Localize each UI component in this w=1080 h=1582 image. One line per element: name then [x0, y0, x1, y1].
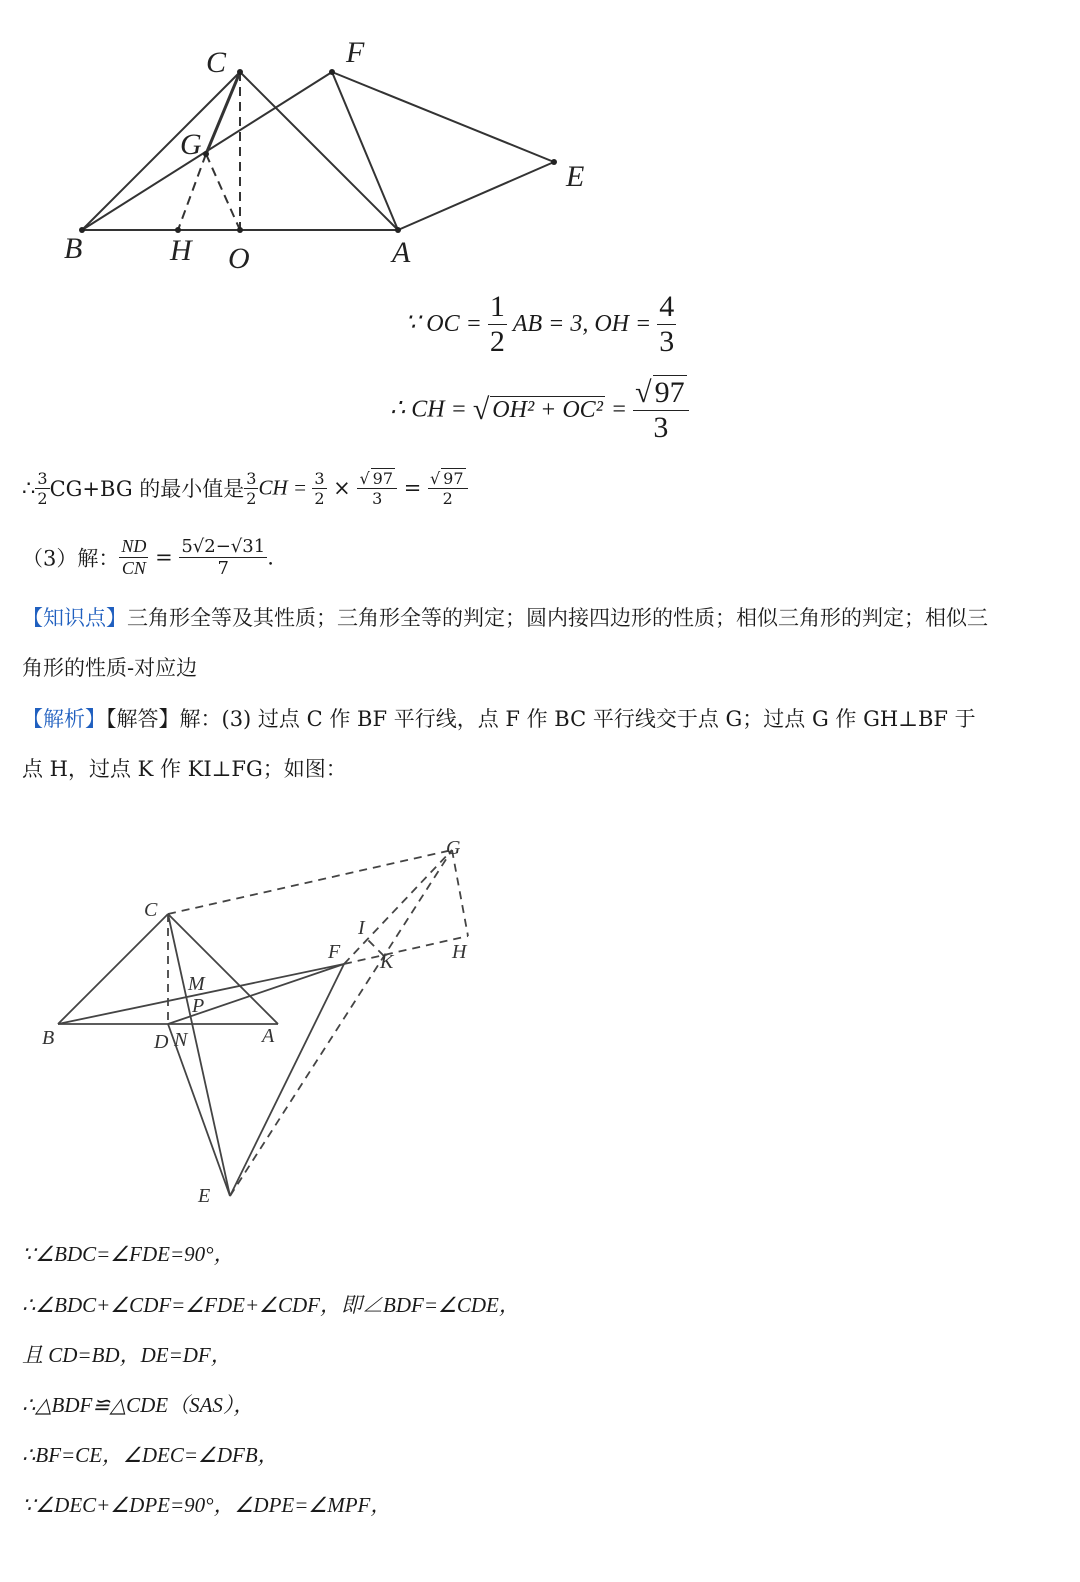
- segment-EA: [398, 162, 554, 230]
- label-H: H: [170, 234, 192, 267]
- line-minimum-value: ∴ $\frac{3}{2}$ CG+BG 的最小值是 $\frac{3}{2}$ CH = $\frac{3}{2}$ × $\frac{√ 97}{3}$ = $\frac{√ 97}{2}$: [22, 468, 468, 508]
- label-G: G: [180, 128, 202, 161]
- segment-CA: [240, 72, 398, 230]
- figure-1: [40, 30, 620, 280]
- label2-G: G: [446, 837, 461, 859]
- dashed-GH: [178, 154, 206, 230]
- label2-E: E: [198, 1185, 211, 1207]
- proof-line-3: 且 CD=BD，DE=DF，: [22, 1343, 232, 1367]
- label2-P: P: [192, 995, 205, 1017]
- proof-line-2: ∴∠BDC+∠CDF=∠FDE+∠CDF，即∠BDF=∠CDE，: [22, 1293, 520, 1317]
- label-O: O: [228, 242, 250, 275]
- label2-H: H: [452, 941, 467, 963]
- therefore-symbol: ∴: [390, 395, 406, 422]
- label-A: A: [392, 236, 411, 269]
- dashed-CG-2: [168, 850, 452, 914]
- formula-ch: ∴ CH = √ OH² + OC² = $\frac{√ 97}{3}$: [390, 375, 689, 445]
- label2-C: C: [144, 899, 158, 921]
- formula-oc-oh: [405, 290, 676, 359]
- label2-K: K: [380, 951, 394, 973]
- dashed-FG-2: [344, 850, 452, 964]
- because-symbol: ∵: [405, 310, 421, 337]
- answer-tag: 【解答】: [106, 707, 180, 731]
- proof-line-1: ∵∠BDC=∠FDE=90°，: [22, 1242, 235, 1266]
- analysis-tag: 【解析】: [22, 707, 106, 731]
- figure-2: [20, 830, 500, 1210]
- line-part-3: （3）解： $\frac{ND}{CN}$ = $\frac{5√2-√31}{7}$ .: [22, 536, 274, 579]
- segment-CA-2: [168, 914, 278, 1024]
- segment-FE: [332, 72, 554, 162]
- label-E: E: [566, 160, 585, 193]
- fraction-four-thirds: $\frac{4}{3}$: [659, 290, 675, 358]
- label2-N: N: [174, 1029, 188, 1051]
- label-C: C: [206, 46, 227, 79]
- label2-D: D: [154, 1031, 169, 1053]
- label2-B: B: [42, 1027, 55, 1049]
- label2-I: I: [358, 917, 365, 939]
- oc-text: OC =: [426, 311, 488, 337]
- proof-line-5: ∴BF=CE，∠DEC=∠DFB，: [22, 1443, 279, 1467]
- analysis-line-1: 【解析】【解答】解：(3) 过点 C 作 BF 平行线，点 F 作 BC 平行线交于点 G；过点 G 作 GH⊥BF 于: [22, 707, 976, 731]
- analysis-line-2: 点 H，过点 K 作 KI⊥FG；如图：: [22, 757, 347, 781]
- segment-FE-2: [230, 964, 344, 1196]
- label2-F: F: [328, 941, 341, 963]
- dashed-GH-2: [452, 850, 468, 936]
- proof-line-6: ∵∠DEC+∠DPE=90°，∠DPE=∠MPF，: [22, 1493, 392, 1517]
- fraction-half: $\frac{1}{2}$: [489, 290, 505, 358]
- knowledge-line-2: 角形的性质-对应边: [22, 656, 198, 680]
- ch-text: CH =: [411, 396, 473, 423]
- dashed-GO: [206, 154, 240, 230]
- sqrt-radicand: OH² + OC²: [492, 397, 603, 423]
- segment-BC-2: [58, 914, 168, 1024]
- ab-text: AB = 3, OH =: [512, 311, 658, 337]
- segment-CE-2: [168, 914, 230, 1196]
- proof-line-4: ∴△BDF≌△CDE（SAS），: [22, 1393, 255, 1417]
- label-F: F: [346, 36, 365, 69]
- fraction-sqrt97-over-3: $\frac{√ 97}{3}$: [633, 375, 688, 445]
- label2-M: M: [188, 973, 205, 995]
- knowledge-tag: 【知识点】: [22, 606, 127, 630]
- dashed-FH-2: [344, 936, 468, 964]
- label-B: B: [64, 232, 83, 265]
- segment-BC: [82, 72, 240, 230]
- label2-A: A: [262, 1025, 275, 1047]
- dashed-EG-2: [230, 850, 452, 1196]
- knowledge-line-1: 【知识点】三角形全等及其性质；三角形全等的判定；圆内接四边形的性质；相似三角形的判定；相似三: [22, 606, 988, 630]
